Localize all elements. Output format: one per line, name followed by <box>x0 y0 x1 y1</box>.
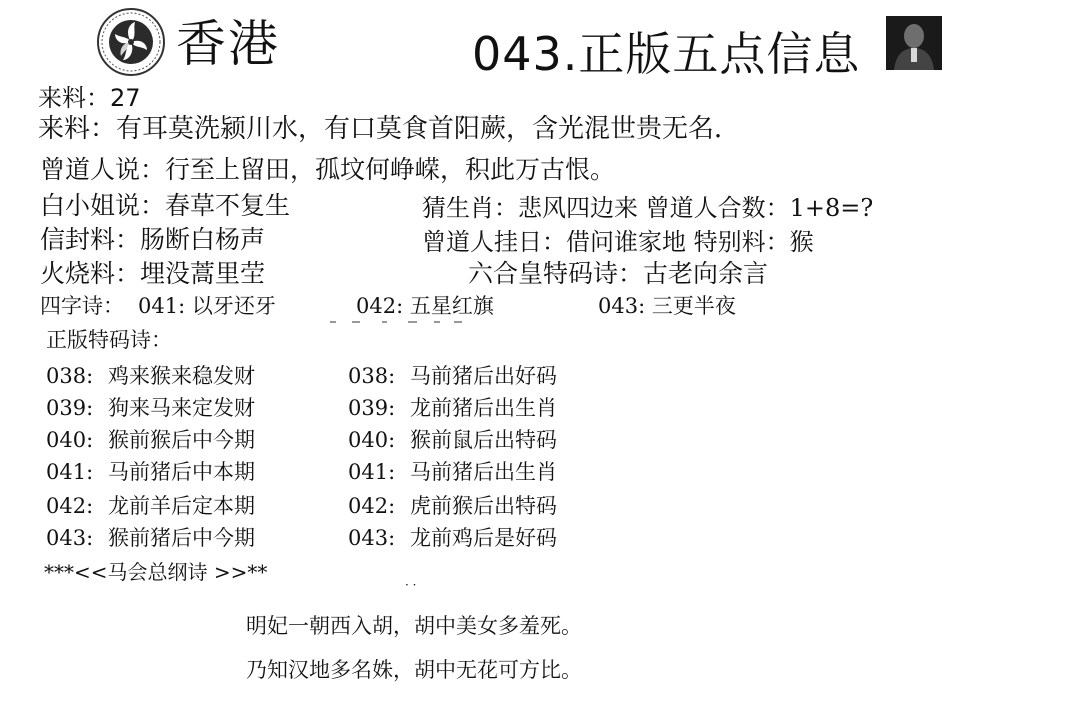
bauhinia-emblem-icon <box>95 6 167 78</box>
poem-text: 猴前猪后中今期 <box>108 526 255 550</box>
four-char-item <box>598 290 736 320</box>
poem-text: 龙前猪后出生肖 <box>410 396 557 420</box>
verse-line-2: 乃知汉地多名姝，胡中无花可方比。 <box>246 658 582 682</box>
poem-left-row <box>46 456 255 486</box>
poem-left-row <box>46 490 255 520</box>
poem-text: 马前猪后出生肖 <box>410 460 557 484</box>
poem-code: 038: <box>46 364 94 388</box>
poem-left-row <box>46 522 255 552</box>
poem-code: 040: <box>46 428 94 452</box>
zeng-hang-day-line: 曾道人挂日：借问谁家地 特别料：猴 <box>422 228 814 256</box>
four-char-code: 042: <box>356 294 404 318</box>
four-char-text: 以牙还牙 <box>191 294 276 318</box>
poem-code: 039: <box>348 396 396 420</box>
guess-zodiac-line: 猜生肖：悲风四边来 曾道人合数：1+8=? <box>422 194 874 222</box>
fire-burn-line: 火烧料：埋没蒿里茔 <box>40 259 266 288</box>
horse-club-title: ***<<马会总纲诗 >>** <box>44 560 268 584</box>
four-char-text: 三更半夜 <box>651 294 736 318</box>
genuine-poem-label: 正版特码诗： <box>46 328 172 352</box>
poem-code: 038: <box>348 364 396 388</box>
poem-left-row <box>46 424 255 454</box>
poem-left-row <box>46 360 255 390</box>
liuhe-poem-line: 六合皇特码诗：古老向余言 <box>468 259 769 288</box>
brand-title: 香港 <box>176 15 280 73</box>
poem-code: 042: <box>348 494 396 518</box>
source-text-label: 来料： <box>38 114 117 144</box>
poem-right-row <box>348 424 557 454</box>
poem-left-row <box>46 392 255 422</box>
poem-text: 马前猪后中本期 <box>108 460 255 484</box>
poem-code: 039: <box>46 396 94 420</box>
poem-text: 马前猪后出好码 <box>410 364 557 388</box>
scan-noise <box>330 320 470 324</box>
poem-text: 虎前猴后出特码 <box>410 494 557 518</box>
poem-text: 狗来马来定发财 <box>108 396 255 420</box>
poem-code: 043: <box>46 526 94 550</box>
four-char-item <box>138 290 276 320</box>
poem-right-row <box>348 392 557 422</box>
poem-text: 猴前鼠后出特码 <box>410 428 557 452</box>
verse-line-1: 明妃一朝西入胡，胡中美女多羞死。 <box>246 614 582 638</box>
poem-text: 龙前羊后定本期 <box>108 494 255 518</box>
poem-text: 鸡来猴来稳发财 <box>108 364 255 388</box>
page-title: 043.正版五点信息 <box>472 27 861 81</box>
poem-code: 041: <box>348 460 396 484</box>
source-text-line <box>38 108 740 145</box>
portrait-photo-icon <box>886 16 942 70</box>
poem-right-row <box>348 522 557 552</box>
poem-text: 龙前鸡后是好码 <box>410 526 557 550</box>
poem-text: 猴前猴后中今期 <box>108 428 255 452</box>
poem-code: 043: <box>348 526 396 550</box>
poem-code: 041: <box>46 460 94 484</box>
poem-right-row <box>348 360 557 390</box>
poem-right-row <box>348 456 557 486</box>
four-char-code: 043: <box>598 294 646 318</box>
four-char-item <box>356 290 494 320</box>
bai-says-line: 白小姐说：春草不复生 <box>40 191 291 220</box>
four-char-text: 五星红旗 <box>409 294 494 318</box>
poem-right-row <box>348 490 557 520</box>
scan-dots: · · <box>405 578 417 592</box>
four-char-label: 四字诗： <box>40 294 124 318</box>
poem-code: 042: <box>46 494 94 518</box>
poem-code: 040: <box>348 428 396 452</box>
source-text-value: 有耳莫洗颍川水，有口莫食首阳蕨，含光混世贵无名． <box>116 114 741 144</box>
envelope-line: 信封料：肠断白杨声 <box>40 225 266 254</box>
source-count-line: 来料：27 <box>38 84 141 112</box>
zeng-says-line: 曾道人说：行至上留田，孤坟何峥嵘，积此万古恨。 <box>40 155 616 184</box>
four-char-code: 041: <box>138 294 186 318</box>
